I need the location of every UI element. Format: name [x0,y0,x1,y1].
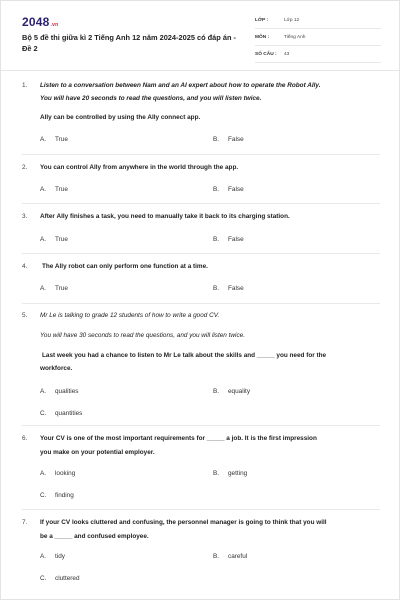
option-text: False [228,136,244,143]
divider [22,253,380,254]
logo-domain: .vn [50,22,59,28]
option-letter: A. [40,236,47,243]
meta-row-count [255,49,381,63]
question-prompt-line: be a _____ and confused employee. [40,533,149,540]
option-letter: B. [213,236,220,243]
question-prompt-line: Last week you had a chance to listen to Mr Le talk about the skills and _____ you need for the [42,352,327,359]
option-letter: B. [213,553,220,560]
option-letter: B. [213,136,220,143]
question-body [40,161,384,174]
option-text: False [228,285,244,292]
question-number: 6. [22,435,28,442]
question-number: 2. [22,164,28,171]
option-letter: B. [213,388,220,395]
meta-value: 43 [284,52,290,57]
question-prompt: You can control Ally from anywhere in the world through the app. [40,164,239,171]
question-body [40,432,384,459]
option-a[interactable] [40,388,78,395]
option-text: tidy [55,553,65,560]
option-c[interactable] [40,410,82,417]
divider [22,425,380,426]
option-b[interactable] [213,236,244,243]
option-c[interactable] [40,492,74,499]
option-text: quantities [55,410,83,417]
meta-value: Lớp 12 [284,18,300,23]
question-prompt: Ally can be controlled by using the Ally connect app. [40,114,201,121]
instruction-line: Listen to a conversation between Nam and an AI expert about how to operate the Robot Ally. [40,82,321,89]
exam-meta [255,15,381,66]
question-prompt-line: Your CV is one of the most important requirements for _____ a job. It is the first impression [40,435,317,442]
option-letter: A. [40,388,47,395]
option-b[interactable] [213,285,244,292]
document-title: Bộ 5 đề thi giữa kì 2 Tiếng Anh 12 năm 2024-2025 có đáp án - Đề 2 [22,33,236,53]
option-text: True [55,236,68,243]
site-logo[interactable] [22,15,58,29]
option-text: careful [228,553,248,560]
option-text: equality [228,388,251,395]
question-body [40,79,384,124]
divider [22,203,380,204]
option-text: getting [228,470,248,477]
option-letter: B. [213,186,220,193]
question-prompt-line: If your CV looks cluttered and confusing, the personnel manager is going to think that you will [40,519,327,526]
option-a[interactable] [40,236,68,243]
option-text: True [55,285,68,292]
meta-value: Tiếng Anh [284,35,306,40]
question-number: 3. [22,213,28,220]
option-text: looking [55,470,76,477]
divider [22,509,380,510]
question-body [40,516,384,543]
option-letter: B. [213,285,220,292]
option-text: qualities [55,388,79,395]
divider [22,303,380,304]
meta-row-class [255,15,381,29]
option-a[interactable] [40,553,65,560]
instruction-line: You will have 30 seconds to read the questions, and you will listen twice. [40,332,245,339]
option-letter: A. [40,285,47,292]
page-header [1,1,400,71]
option-b[interactable] [213,553,247,560]
question-prompt-line: you make on your potential employer. [40,449,155,456]
option-letter: C. [40,410,47,417]
meta-label: LỚP : [255,18,269,23]
option-a[interactable] [40,285,68,292]
instruction-line: Mr Le is talking to grade 12 students of how to write a good CV. [40,312,220,319]
option-text: False [228,186,244,193]
question-body [40,309,384,375]
option-letter: A. [40,470,47,477]
question-body [42,260,386,273]
question-number: 1. [22,82,28,89]
option-letter: B. [213,470,220,477]
question-number: 7. [22,519,28,526]
option-text: False [228,236,244,243]
option-text: cluttered [55,575,80,582]
option-text: True [55,136,68,143]
question-number: 5. [22,312,28,319]
option-b[interactable] [213,136,244,143]
option-text: finding [55,492,74,499]
option-a[interactable] [40,186,68,193]
divider [22,154,380,155]
meta-label: SỐ CÂU : [255,52,277,57]
logo-text: 2048 [22,15,50,29]
option-b[interactable] [213,186,244,193]
question-body [40,210,384,223]
question-prompt-line: workforce. [40,365,73,372]
option-b[interactable] [213,388,250,395]
question-prompt: The Ally robot can only perform one function at a time. [42,263,208,270]
option-a[interactable] [40,136,68,143]
option-c[interactable] [40,575,80,582]
meta-label: MÔN : [255,35,270,40]
meta-row-subject [255,32,381,46]
option-letter: A. [40,553,47,560]
option-letter: C. [40,575,47,582]
instruction-line: You will have 20 seconds to read the questions, and you will listen twice. [40,95,262,102]
option-b[interactable] [213,470,247,477]
option-a[interactable] [40,470,75,477]
question-prompt: After Ally finishes a task, you need to manually take it back to its charging station. [40,213,290,220]
option-letter: A. [40,186,47,193]
question-number: 4. [22,263,28,270]
option-letter: C. [40,492,47,499]
option-text: True [55,186,68,193]
option-letter: A. [40,136,47,143]
